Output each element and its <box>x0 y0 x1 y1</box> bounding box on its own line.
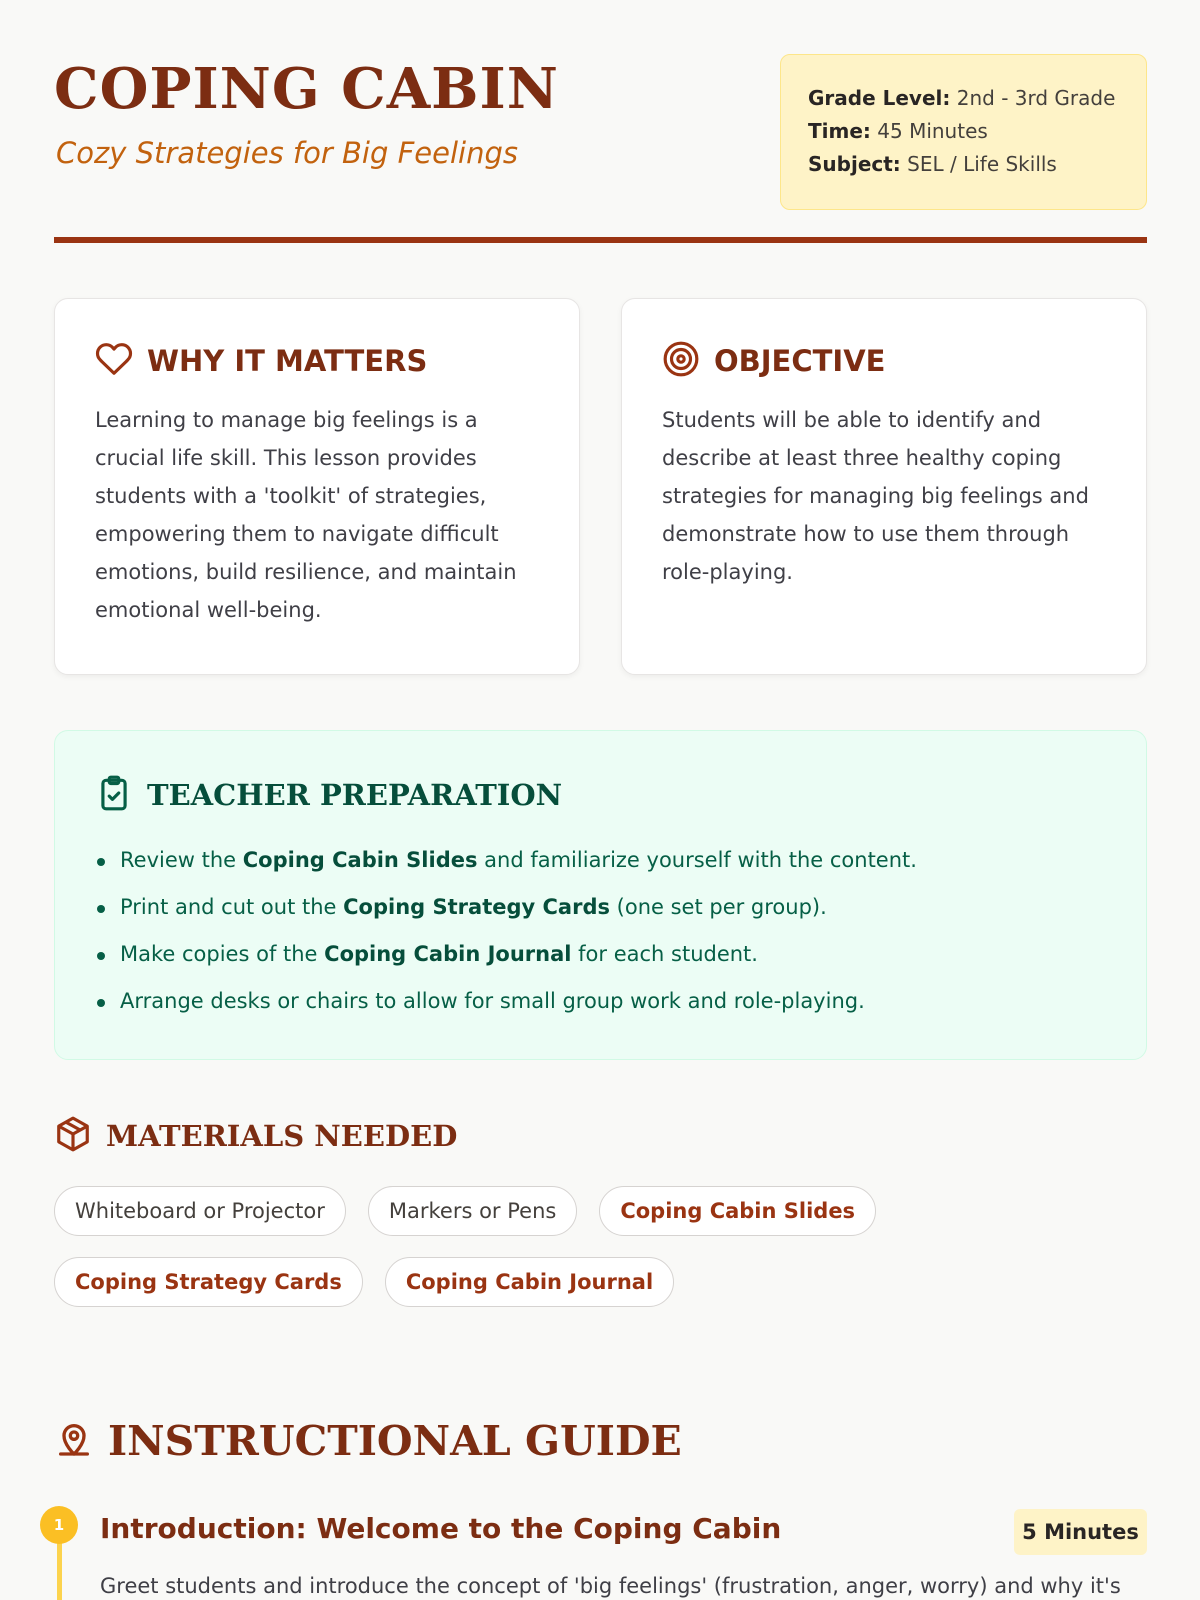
target-icon <box>662 340 700 382</box>
instructional-guide-title: INSTRUCTIONAL GUIDE <box>108 1417 682 1465</box>
material-chip: Markers or Pens <box>368 1186 577 1236</box>
preparation-list <box>95 837 1106 1025</box>
step-description: Greet students and introduce the concept of 'big feelings' (frustration, anger, worry) and why it's <box>100 1574 1121 1598</box>
objective-text: Students will be able to identify and describe at least three healthy coping strategies for managing big feelings and demonstrate how to use them through role-playing. <box>662 408 1089 584</box>
material-chip-link[interactable]: Coping Cabin Journal <box>385 1257 674 1307</box>
teacher-preparation-title: TEACHER PREPARATION <box>147 778 563 812</box>
lesson-meta-box <box>780 54 1147 210</box>
meta-subject: Subject: SEL / Life Skills <box>808 152 1057 176</box>
material-chip-link[interactable]: Coping Strategy Cards <box>54 1257 363 1307</box>
material-chip-link[interactable]: Coping Cabin Slides <box>599 1186 876 1236</box>
why-it-matters-card <box>54 298 580 675</box>
header-divider <box>54 237 1147 243</box>
instructional-guide-heading <box>54 1417 682 1465</box>
clipboard-check-icon <box>95 774 133 816</box>
list-item: Review the Coping Cabin Slides and familiarize yourself with the content. <box>95 837 1106 884</box>
lesson-plan-page <box>53 0 1147 1598</box>
objective-card <box>621 298 1147 675</box>
heart-icon <box>95 340 133 382</box>
materials-title: MATERIALS NEEDED <box>106 1119 458 1153</box>
map-pin-icon <box>54 1419 94 1463</box>
material-chip: Whiteboard or Projector <box>54 1186 346 1236</box>
page-title: COPING CABIN <box>54 56 559 122</box>
list-item: Make copies of the Coping Cabin Journal for each student. <box>95 931 1106 978</box>
why-it-matters-title: WHY IT MATTERS <box>147 344 428 378</box>
teacher-preparation-panel <box>54 730 1147 1060</box>
step-number-badge: 1 <box>40 1506 78 1544</box>
list-item: Print and cut out the Coping Strategy Cards (one set per group). <box>95 884 1106 931</box>
why-it-matters-text: Learning to manage big feelings is a crucial life skill. This lesson provides students with a 'toolkit' of strategies, empowering them to navigate difficult emotions, build resilience, and maintain emotional well-being. <box>95 408 517 622</box>
step-duration-badge: 5 Minutes <box>1014 1509 1147 1555</box>
objective-title: OBJECTIVE <box>714 344 886 378</box>
package-icon <box>54 1115 92 1157</box>
page-subtitle: Cozy Strategies for Big Feelings <box>56 136 518 170</box>
materials-list <box>54 1186 1147 1328</box>
step-title: Introduction: Welcome to the Coping Cabin <box>100 1512 782 1545</box>
meta-time: Time: 45 Minutes <box>808 119 988 143</box>
materials-heading <box>54 1115 457 1157</box>
meta-grade-level: Grade Level: 2nd - 3rd Grade <box>808 86 1116 110</box>
list-item: Arrange desks or chairs to allow for small group work and role-playing. <box>95 978 1106 1025</box>
header <box>54 0 1147 245</box>
